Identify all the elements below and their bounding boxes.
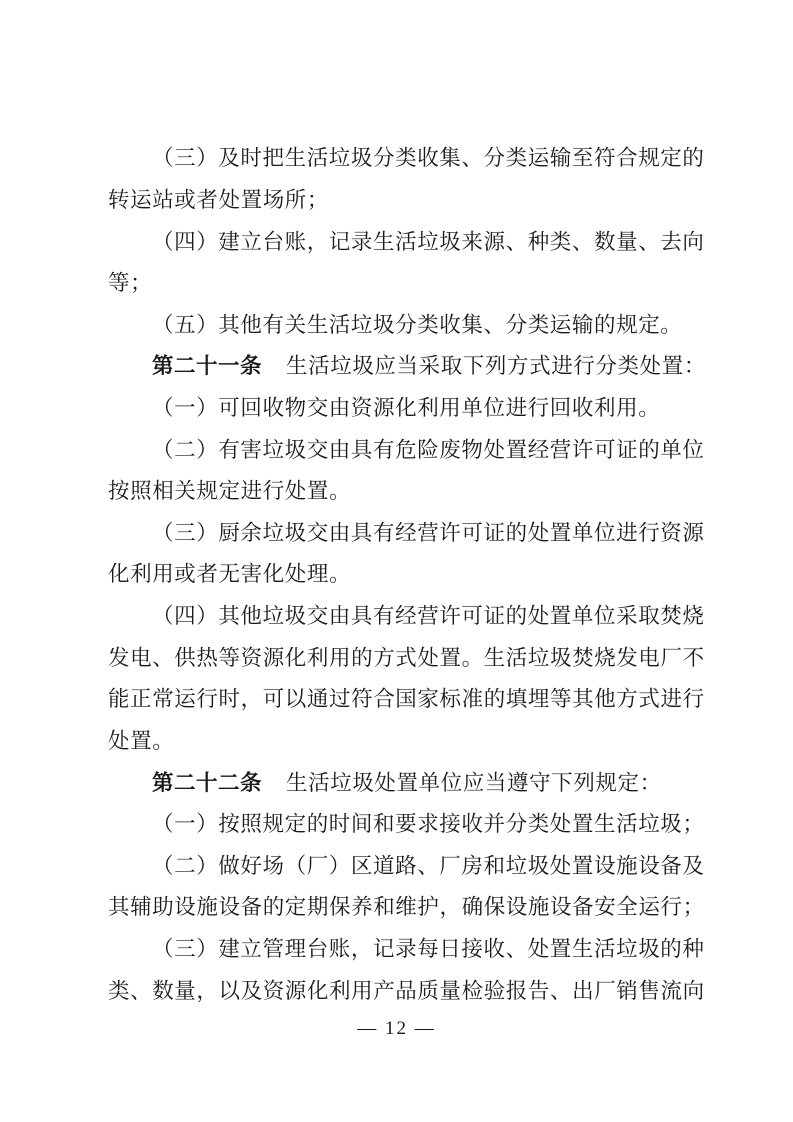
- paragraph-line: （一）按照规定的时间和要求接收并分类处置生活垃圾；: [152, 812, 705, 837]
- paragraph-line: （一）可回收物交由资源化利用单位进行回收利用。: [152, 396, 661, 421]
- paragraph-line: （四）其他垃圾交由具有经营许可证的处置单位采取焚烧: [152, 604, 705, 629]
- paragraph-line: 能正常运行时，可以通过符合国家标准的填埋等其他方式进行: [108, 687, 705, 712]
- article-22: [152, 773, 688, 795]
- article-text: 生活垃圾应当采取下列方式进行分类处置：: [286, 354, 706, 379]
- paragraph-line: 转运站或者处置场所；: [108, 188, 330, 213]
- paragraph-line: （二）做好场（厂）区道路、厂房和垃圾处置设施设备及: [152, 854, 705, 879]
- paragraph-line: （三）及时把生活垃圾分类收集、分类运输至符合规定的: [152, 146, 705, 171]
- article-21: [152, 354, 706, 379]
- paragraph-line: 按照相关规定进行处置。: [108, 479, 352, 504]
- paragraph-line: 等；: [108, 271, 153, 296]
- paragraph-line: 类、数量，以及资源化利用产品质量检验报告、出厂销售流向: [108, 979, 705, 1004]
- article-text: 生活垃圾处置单位应当遵守下列规定：: [286, 771, 662, 796]
- paragraph-line: （四）建立台账，记录生活垃圾来源、种类、数量、去向: [152, 230, 705, 255]
- paragraph-line: （三）厨余垃圾交由具有经营许可证的处置单位进行资源: [152, 521, 705, 546]
- paragraph-line: （三）建立管理台账，记录每日接收、处置生活垃圾的种: [152, 937, 705, 962]
- paragraph-line: 处置。: [108, 729, 175, 754]
- paragraph-line: 发电、供热等资源化利用的方式处置。生活垃圾焚烧发电厂不: [108, 646, 705, 671]
- paragraph-line: （五）其他有关生活垃圾分类收集、分类运输的规定。: [152, 313, 683, 338]
- paragraph-line: 其辅助设施设备的定期保养和维护，确保设施设备安全运行；: [108, 895, 705, 920]
- paragraph-line: 化利用或者无害化处理。: [108, 562, 352, 587]
- paragraph-line: （二）有害垃圾交由具有危险废物处置经营许可证的单位: [152, 438, 705, 463]
- article-heading: 第二十一条: [152, 354, 263, 379]
- page-number: — 12 —: [357, 1018, 436, 1039]
- article-heading: 第二十二条: [152, 771, 263, 796]
